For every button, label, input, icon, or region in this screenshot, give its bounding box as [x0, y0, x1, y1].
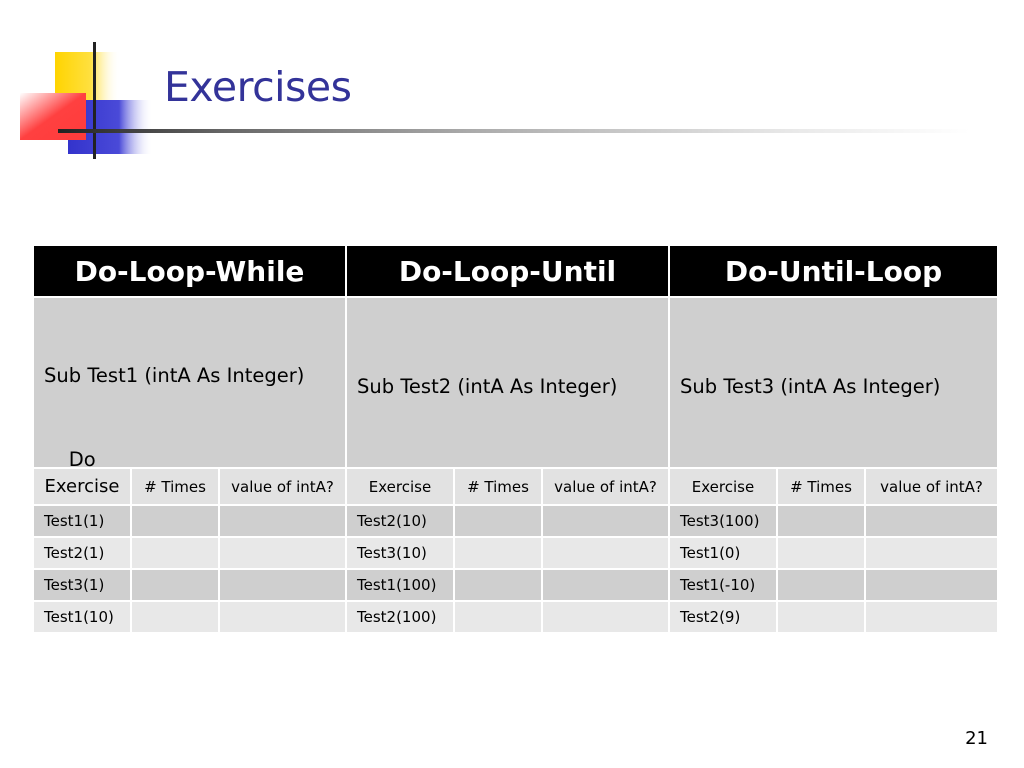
exercise-cell: Test2(100)	[347, 602, 453, 632]
code-block-test1	[34, 298, 345, 467]
value-answer-cell[interactable]	[220, 506, 345, 536]
times-answer-cell[interactable]	[132, 602, 218, 632]
value-answer-cell[interactable]	[220, 602, 345, 632]
header-do-loop-until: Do-Loop-Until	[347, 246, 668, 296]
exercise-cell: Test1(10)	[34, 602, 130, 632]
subheader-times: # Times	[455, 469, 541, 504]
times-answer-cell[interactable]	[778, 570, 864, 600]
value-answer-cell[interactable]	[543, 506, 668, 536]
value-answer-cell[interactable]	[866, 602, 997, 632]
subheader-times: # Times	[778, 469, 864, 504]
header-do-loop-while: Do-Loop-While	[34, 246, 345, 296]
subheader-exercise: Exercise	[670, 469, 776, 504]
value-answer-cell[interactable]	[866, 538, 997, 568]
exercise-cell: Test1(-10)	[670, 570, 776, 600]
exercise-cell: Test1(1)	[34, 506, 130, 536]
exercise-cell: Test3(10)	[347, 538, 453, 568]
times-answer-cell[interactable]	[778, 602, 864, 632]
code-block-test2	[347, 298, 668, 467]
exercise-cell: Test2(10)	[347, 506, 453, 536]
code-line: Sub Test2 (intA As Integer)	[357, 375, 618, 398]
value-answer-cell[interactable]	[543, 602, 668, 632]
code-block-test3	[670, 298, 997, 467]
code-line: Do	[44, 448, 96, 467]
header-do-until-loop: Do-Until-Loop	[670, 246, 997, 296]
subheader-times: # Times	[132, 469, 218, 504]
value-answer-cell[interactable]	[866, 506, 997, 536]
exercise-cell: Test3(100)	[670, 506, 776, 536]
exercise-cell: Test3(1)	[34, 570, 130, 600]
times-answer-cell[interactable]	[455, 602, 541, 632]
subheader-value: value of intA?	[866, 469, 997, 504]
times-answer-cell[interactable]	[132, 570, 218, 600]
value-answer-cell[interactable]	[220, 538, 345, 568]
exercise-cell: Test2(9)	[670, 602, 776, 632]
title-decoration-graphic	[0, 0, 160, 170]
slide-title: Exercises	[164, 63, 352, 111]
times-answer-cell[interactable]	[455, 570, 541, 600]
code-line: Sub Test1 (intA As Integer)	[44, 364, 305, 387]
times-answer-cell[interactable]	[778, 538, 864, 568]
deco-vertical-line	[93, 42, 96, 159]
value-answer-cell[interactable]	[866, 570, 997, 600]
value-answer-cell[interactable]	[543, 538, 668, 568]
code-line: Sub Test3 (intA As Integer)	[680, 375, 941, 398]
exercise-table	[34, 246, 985, 626]
times-answer-cell[interactable]	[132, 538, 218, 568]
subheader-exercise: Exercise	[347, 469, 453, 504]
subheader-value: value of intA?	[543, 469, 668, 504]
times-answer-cell[interactable]	[132, 506, 218, 536]
subheader-value: value of intA?	[220, 469, 345, 504]
value-answer-cell[interactable]	[543, 570, 668, 600]
exercise-cell: Test1(100)	[347, 570, 453, 600]
times-answer-cell[interactable]	[455, 538, 541, 568]
times-answer-cell[interactable]	[778, 506, 864, 536]
exercise-cell: Test2(1)	[34, 538, 130, 568]
value-answer-cell[interactable]	[220, 570, 345, 600]
subheader-exercise: Exercise	[34, 469, 130, 504]
page-number: 21	[965, 728, 988, 749]
exercise-cell: Test1(0)	[670, 538, 776, 568]
title-underline	[58, 129, 970, 133]
times-answer-cell[interactable]	[455, 506, 541, 536]
